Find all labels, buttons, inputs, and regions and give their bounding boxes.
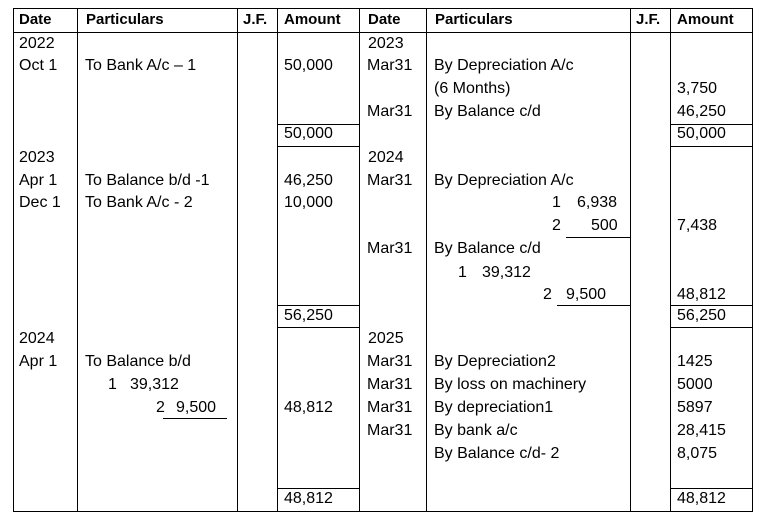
debit-year-2023: 2023 xyxy=(19,149,55,166)
credit-date: Mar31 xyxy=(367,57,413,74)
machine-label: 1 xyxy=(108,376,117,393)
credit-particulars: By loss on machinery xyxy=(434,376,587,393)
machine-value: 9,500 xyxy=(176,399,217,416)
credit-year-2023: 2023 xyxy=(368,35,404,52)
credit-amount: 8,075 xyxy=(677,445,718,462)
header-date-cr: Date xyxy=(368,11,401,28)
debit-date: Oct 1 xyxy=(19,57,58,74)
credit-amount: 7,438 xyxy=(677,217,718,234)
credit-amount: 3,750 xyxy=(677,80,718,97)
total-rule xyxy=(277,146,359,147)
credit-amount: 46,250 xyxy=(677,103,726,120)
credit-date: Mar31 xyxy=(367,172,413,189)
machine-label: 2 xyxy=(552,217,561,234)
debit-particulars: To Bank A/c – 1 xyxy=(85,57,197,74)
machine-label: 2 xyxy=(543,286,552,303)
machine-label: 1 xyxy=(552,194,561,211)
machine-value: 500 xyxy=(591,217,618,234)
debit-year-2022: 2022 xyxy=(19,35,55,52)
header-amount-dr: Amount xyxy=(284,11,341,28)
debit-date: Apr 1 xyxy=(19,353,58,370)
subtotal-rule xyxy=(557,305,630,306)
header-date-dr: Date xyxy=(19,11,52,28)
credit-particulars: By depreciation1 xyxy=(434,399,554,416)
credit-particulars: By Balance c/d xyxy=(434,240,541,257)
credit-total: 56,250 xyxy=(677,307,726,324)
total-rule xyxy=(670,327,752,328)
subtotal-rule xyxy=(566,237,630,238)
machine-value: 6,938 xyxy=(577,194,618,211)
credit-amount: 5897 xyxy=(677,399,713,416)
debit-amount: 50,000 xyxy=(284,57,333,74)
grid-line xyxy=(13,8,14,512)
credit-amount: 1425 xyxy=(677,353,713,370)
header-jf-cr: J.F. xyxy=(636,11,661,28)
debit-total: 50,000 xyxy=(284,125,333,142)
credit-date: Mar31 xyxy=(367,376,413,393)
debit-particulars: To Balance b/d xyxy=(85,353,191,370)
grid-line xyxy=(359,8,360,512)
credit-particulars-note: (6 Months) xyxy=(434,80,511,97)
debit-particulars: To Bank A/c - 2 xyxy=(85,194,193,211)
subtotal-rule xyxy=(163,418,227,419)
total-rule xyxy=(670,146,752,147)
credit-particulars: By bank a/c xyxy=(434,422,518,439)
grid-line xyxy=(426,8,427,512)
total-rule xyxy=(277,327,359,328)
credit-year-2025: 2025 xyxy=(368,330,404,347)
credit-particulars: By Balance c/d xyxy=(434,103,541,120)
credit-amount: 5000 xyxy=(677,376,713,393)
grid-line xyxy=(670,8,671,512)
debit-amount: 46,250 xyxy=(284,172,333,189)
machine-value: 39,312 xyxy=(130,376,179,393)
header-particulars-dr: Particulars xyxy=(86,11,164,28)
machine-value: 9,500 xyxy=(566,286,607,303)
table-bottom-border xyxy=(13,511,752,512)
debit-amount: 10,000 xyxy=(284,194,333,211)
debit-date: Dec 1 xyxy=(19,194,61,211)
grid-line xyxy=(77,8,78,512)
header-amount-cr: Amount xyxy=(677,11,734,28)
machine-value: 39,312 xyxy=(482,264,531,281)
machine-label: 1 xyxy=(458,264,467,281)
debit-total: 48,812 xyxy=(284,490,333,507)
grid-line xyxy=(277,8,278,512)
debit-particulars: To Balance b/d -1 xyxy=(85,172,210,189)
credit-particulars: By Balance c/d- 2 xyxy=(434,445,560,462)
credit-particulars: By Depreciation A/c xyxy=(434,172,574,189)
grid-line xyxy=(237,8,238,512)
credit-year-2024: 2024 xyxy=(368,149,404,166)
debit-total: 56,250 xyxy=(284,307,333,324)
header-jf-dr: J.F. xyxy=(243,11,268,28)
grid-line xyxy=(630,8,631,512)
debit-amount: 48,812 xyxy=(284,399,333,416)
credit-amount: 48,812 xyxy=(677,286,726,303)
credit-date: Mar31 xyxy=(367,240,413,257)
header-particulars-cr: Particulars xyxy=(435,11,513,28)
debit-year-2024: 2024 xyxy=(19,330,55,347)
credit-total: 48,812 xyxy=(677,490,726,507)
credit-total: 50,000 xyxy=(677,125,726,142)
grid-line xyxy=(752,8,753,512)
credit-particulars: By Depreciation2 xyxy=(434,353,556,370)
credit-amount: 28,415 xyxy=(677,422,726,439)
credit-date: Mar31 xyxy=(367,399,413,416)
credit-date: Mar31 xyxy=(367,353,413,370)
machine-label: 2 xyxy=(156,399,165,416)
credit-particulars: By Depreciation A/c xyxy=(434,57,574,74)
credit-date: Mar31 xyxy=(367,422,413,439)
credit-date: Mar31 xyxy=(367,103,413,120)
debit-date: Apr 1 xyxy=(19,172,58,189)
